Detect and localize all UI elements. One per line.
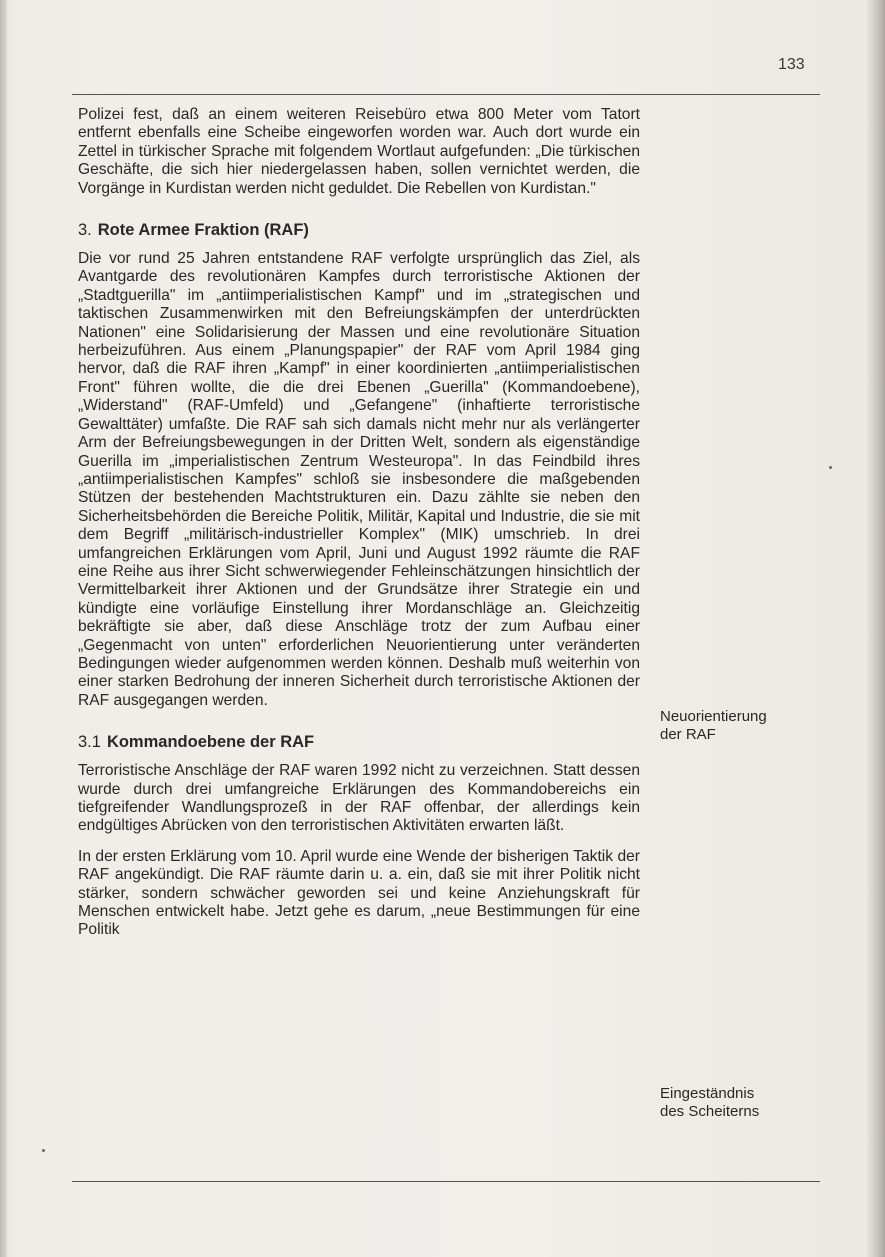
page-number: 133 [778,56,805,73]
section-number: 3. [78,221,92,240]
scan-speck [42,1149,45,1152]
margin-note-line: des Scheiterns [660,1102,760,1120]
margin-note-line: der RAF [660,725,716,743]
paragraph-4: In der ersten Erklärung vom 10. April wurde eine Wende der bisherigen Taktik der RAF angekündigt. Die RAF räumte darin u. a. ein, daß sie mit ihrer Politik nicht stärker, sondern schwächer geworden sei und keine Anziehungskraft für Menschen entwickelt habe. Jetzt gehe es darum, „neue Bestimmungen für eine Politik [78,847,640,939]
margin-note-eingestaendnis [660,1085,759,1120]
section-title: Kommandoebene der RAF [106,733,315,752]
section-heading-3 [78,220,640,240]
section-title: Rote Armee Fraktion (RAF) [97,221,309,240]
margin-note-line: Eingeständnis [660,1085,755,1102]
page-left-edge [0,0,7,1257]
section-number: 3.1 [78,733,101,752]
header-rule [72,94,820,95]
paragraph-3: Terroristische Anschläge der RAF waren 1992 nicht zu verzeichnen. Statt dessen wurde durch drei umfangreiche Erklärungen des Kommandobereichs ein tiefgreifender Wandlungsprozeß in der RAF offenbar, der allerdings kein endgültiges Abrücken von den terroristischen Aktivitäten erwarten läßt. [78,762,640,835]
footer-rule [72,1181,820,1182]
paragraph-2: Die vor rund 25 Jahren entstandene RAF verfolgte ursprünglich das Ziel, als Avantgarde des revolutionären Kampfes durch terroristische Aktionen der „Stadtguerilla" im „antiimperialistischen Kampf" und im „strategischen und taktischen Zusammenwirken mit den Befreiungskämpfen der unterdrückten Nationen" eine Solidarisierung der Massen und eine revolutionäre Situation herbeizuführen. Aus einem „Planungspapier" der RAF vom April 1984 ging hervor, daß die RAF ihren „Kampf" in einer koordinierten „antiimperialistischen Front" führen wollte, die die drei Ebenen „Guerilla" (Kommandoebene), „Widerstand" (RAF-Umfeld) und „Gefangene" (inhaftierte terroristische Gewalttäter) umfaßte. Die RAF sah sich damals nicht mehr nur als verlängerter Arm der Befreiungsbewegungen in der Dritten Welt, sondern als eigenständige Guerilla im „imperialistischen Zentrum Westeuropa". In das Feindbild ihres „antiimperialistischen Kampfes" schloß sie insbesondere die maßgebenden Stützen der bestehenden Machtstrukturen ein. Dazu zählte sie neben den Sicherheitsbehörden die Bereiche Politik, Militär, Kapital und Industrie, die sie mit dem Begriff „militärisch-industrieller Komplex" (MIK) umschrieb. In drei umfangreichen Erklärungen vom April, Juni und August 1992 räumte die RAF eine Reihe aus ihrer Sicht schwerwiegender Fehleinschätzungen hinsichtlich der Vermittelbarkeit ihrer Aktionen und der Grundsätze ihrer Strategie ein und kündigte eine vorläufige Einstellung ihrer Mordanschläge an. Gleichzeitig bekräftigte sie aber, daß diese Anschläge trotz der zum Aufbau einer „Gegenmacht von unten" erforderlichen Neuorientierung unter veränderten Bedingungen wieder aufgenommen werden können. Deshalb muß weiterhin von einer starken Bedrohung der inneren Sicherheit durch terroristische Aktionen der RAF ausgegangen werden. [78,250,640,709]
section-heading-3-1 [78,732,640,752]
margin-note-neuorientierung [660,708,767,743]
margin-note-line: Neuorientierung [660,708,767,725]
paragraph-1: Polizei fest, daß an einem weiteren Reisebüro etwa 800 Meter vom Tatort entfernt ebenfalls eine Scheibe eingeworfen worden war. Auch dort wurde ein Zettel in türkischer Sprache mit folgendem Wortlaut aufgefunden: „Die türkischen Geschäfte, die sich hier niedergelassen haben, sollen vernichtet werden, die Vorgänge in Kurdistan werden nicht geduldet. Die Rebellen von Kurdistan." [78,106,640,197]
main-text-column [78,106,640,940]
page-right-edge [867,0,885,1257]
scan-speck [829,466,832,469]
